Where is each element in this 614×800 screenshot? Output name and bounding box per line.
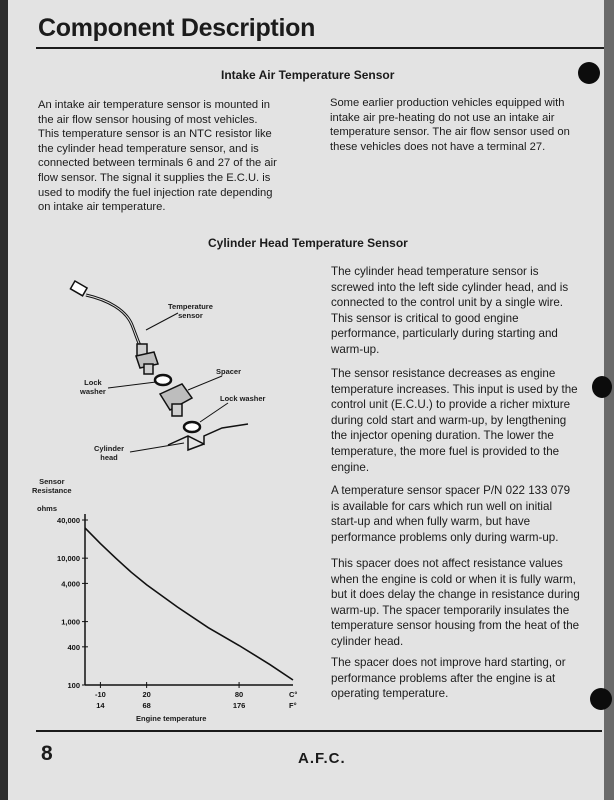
text-line: but it does delay the change in resistance during bbox=[331, 588, 580, 602]
chart-yunit: ohms bbox=[37, 504, 58, 513]
text-line: flow sensor. The signal it supplies the E.C.U. is bbox=[38, 171, 271, 184]
x-tick-label-f: 176 bbox=[232, 701, 246, 710]
binder-hole bbox=[590, 688, 612, 710]
text-line: on intake air temperature. bbox=[38, 201, 166, 214]
text-line: performance, particularly during starting and bbox=[331, 327, 558, 341]
text-line: temperature, the more fuel is provided to the bbox=[331, 444, 560, 458]
text-line: when the engine is cold or when it is fully warm, bbox=[331, 572, 576, 586]
text-line: temperature sensor. The air flow sensor used on bbox=[330, 126, 570, 139]
text-line: intake air pre-heating do not use an intake air bbox=[330, 111, 555, 124]
background-edge-right bbox=[604, 0, 614, 800]
text-line: connected between terminals 6 and 27 of the air bbox=[38, 157, 277, 170]
text-line: used to modify the fuel injection rate depending bbox=[38, 186, 273, 199]
text-line: the cylinder head temperature sensor, and is bbox=[38, 142, 259, 155]
text-line: This spacer does not affect resistance values bbox=[331, 557, 563, 570]
page-number: 8 bbox=[41, 742, 53, 765]
text-line: temperature increases. This input is used by the bbox=[331, 382, 578, 396]
x-unit-c: C° bbox=[289, 690, 298, 699]
y-tick-label: 400 bbox=[67, 642, 80, 652]
text-line: engine. bbox=[331, 460, 370, 474]
x-unit-f: F° bbox=[289, 701, 297, 710]
section-title-cylinder-head: Cylinder Head Temperature Sensor bbox=[208, 236, 408, 250]
text-line: is available for cars which run well on initial bbox=[331, 499, 553, 513]
text-line: The spacer does not improve hard starting, or bbox=[331, 656, 566, 669]
y-tick-label: 4,000 bbox=[61, 579, 80, 589]
text-line: This temperature sensor is an NTC resistor like bbox=[38, 128, 272, 141]
x-tick-label-c: 80 bbox=[234, 690, 244, 699]
text-line: warm-up. The spacer temporarily insulates the bbox=[331, 603, 570, 617]
text-line: An intake air temperature sensor is mounted in bbox=[38, 99, 270, 111]
text-line: A temperature sensor spacer P/N 022 133 079 bbox=[331, 484, 571, 497]
background-edge-left bbox=[0, 0, 8, 800]
page-title: Component Description bbox=[38, 14, 316, 42]
text-line: Some earlier production vehicles equipped with bbox=[330, 97, 565, 109]
binder-hole bbox=[578, 62, 600, 84]
label-spacer: Spacer bbox=[216, 367, 242, 376]
chart-xlabel: Engine temperature bbox=[136, 714, 207, 723]
text-line: start-up and when fully warm, but have bbox=[331, 515, 531, 529]
text-line: cylinder head. bbox=[331, 634, 404, 648]
text-line: screwed into the left side cylinder head, and is bbox=[331, 280, 569, 294]
y-tick-label: 1,000 bbox=[61, 617, 80, 627]
resistance-chart bbox=[8, 0, 604, 730]
text-line: control unit (E.C.U.) to provide a richer mixture bbox=[331, 398, 571, 412]
x-tick-label-f: 14 bbox=[96, 701, 105, 710]
label-temperature-sensor: Temperature sensor bbox=[168, 302, 213, 320]
footer-rule bbox=[36, 730, 602, 732]
document-page bbox=[8, 0, 604, 800]
section-title-intake: Intake Air Temperature Sensor bbox=[221, 68, 395, 82]
text-line: temperature sensor housing from the heat of the bbox=[331, 619, 580, 633]
text-line: the air flow sensor housing of most vehicles. bbox=[38, 113, 258, 126]
text-line: The sensor resistance decreases as engine bbox=[331, 367, 556, 380]
text-line: connected to the control unit by a single wire. bbox=[331, 296, 564, 310]
text-line: operating temperature. bbox=[331, 687, 449, 701]
label-cylinder-head: Cylinder head bbox=[94, 444, 125, 462]
chart-ylabel: Sensor Resistance bbox=[32, 477, 72, 495]
x-tick-label-c: 20 bbox=[142, 690, 151, 699]
text-line: during cold start and warm-up, by lengthening bbox=[331, 413, 567, 427]
y-tick-label: 100 bbox=[67, 681, 80, 690]
footer-label: A.F.C. bbox=[298, 750, 346, 767]
text-line: The cylinder head temperature sensor is bbox=[331, 265, 539, 278]
text-line: This sensor is critical to good engine bbox=[331, 311, 519, 325]
resistance-curve bbox=[85, 528, 293, 680]
y-tick-label: 40,000 bbox=[57, 516, 80, 525]
text-line: performance problems after the engine is at bbox=[331, 671, 556, 685]
binder-hole bbox=[592, 376, 612, 398]
text-line: these vehicles does not have a terminal 27. bbox=[330, 140, 546, 153]
text-line: performance problems only during warm-up. bbox=[331, 530, 559, 544]
x-tick-label-f: 68 bbox=[142, 701, 151, 710]
label-lock-washer-right: Lock washer bbox=[220, 394, 266, 403]
text-line: warm-up. bbox=[331, 342, 380, 356]
label-lock-washer-left: Lock washer bbox=[80, 378, 106, 396]
text-line: the injector opening duration. The lower the bbox=[331, 429, 554, 443]
y-tick-label: 10,000 bbox=[57, 554, 80, 564]
x-tick-label-c: -10 bbox=[94, 690, 106, 699]
